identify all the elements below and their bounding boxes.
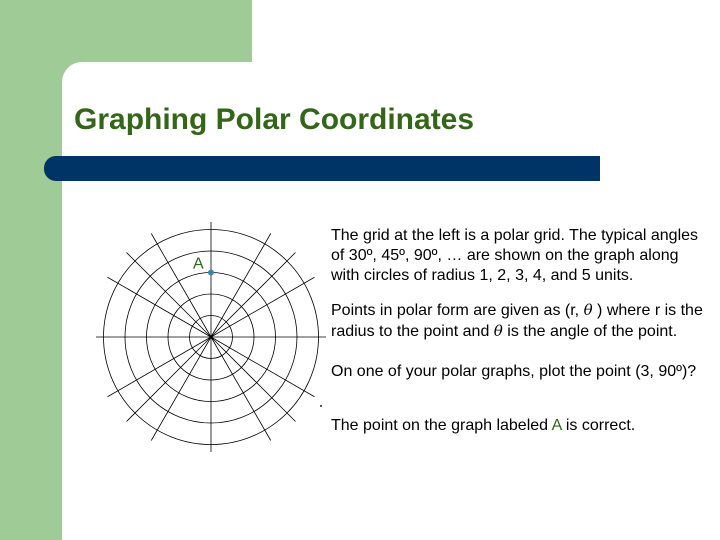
answer-point-label: A [551,417,562,434]
paragraph-answer [331,416,711,436]
theta-symbol: θ [583,301,593,319]
slide-title: Graphing Polar Coordinates [74,103,475,136]
angle-ray-30 [211,277,314,337]
title-underline-bar [44,156,600,181]
angle-ray-150 [108,277,211,337]
answer-text-2: is correct. [561,417,636,434]
angle-ray-300 [211,337,271,440]
angle-ray-225 [127,337,211,421]
angle-rays [96,222,326,452]
angle-ray-210 [108,337,211,397]
answer-text-1: The point on the graph labeled [331,417,552,434]
angle-ray-120 [151,234,211,337]
polar-form-text-2: ) where r is the radius to the point and [331,302,703,340]
slide-body [331,226,711,436]
point-a-marker [208,270,214,276]
rounded-corner [62,62,82,82]
polar-grid [96,222,326,452]
point-a-label: A [193,255,204,273]
angle-ray-330 [211,337,314,397]
theta-symbol: θ [493,322,503,340]
polar-form-text-3: is the angle of the point. [502,323,678,340]
paragraph-polar-grid: The grid at the left is a polar grid. The typical angles of 30º, 45º, 90º, … are shown on the graph along with circles of radius 1, 2, 3, 4, and 5 units. [331,227,699,284]
angle-ray-45 [211,253,295,337]
paragraph-polar-form [331,300,711,342]
green-left-band [0,0,62,540]
angle-ray-240 [151,337,211,440]
polar-form-text-1: Points in polar form are given as (r, [331,302,584,319]
paragraph-question: On one of your polar graphs, plot the point (3, 90º)? [331,363,697,380]
stray-dot [320,405,322,407]
angle-ray-60 [211,234,271,337]
angle-ray-315 [211,337,295,421]
